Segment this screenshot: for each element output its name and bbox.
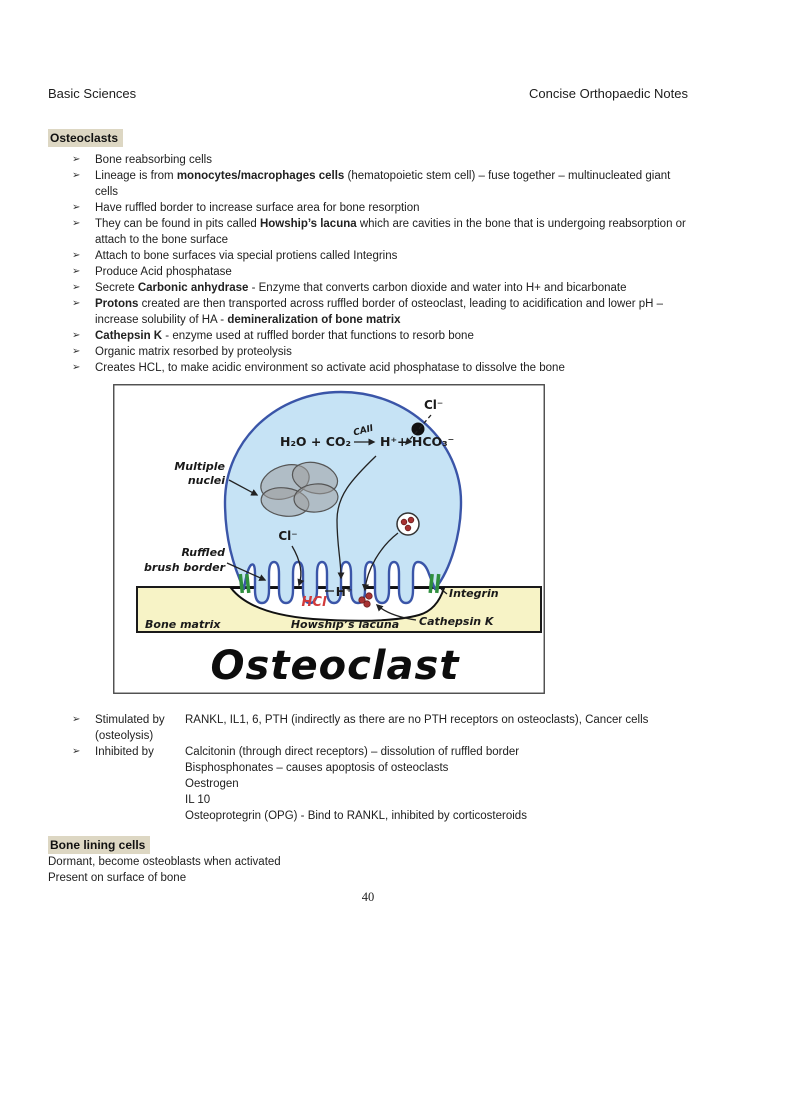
regulation-value: RANKL, IL1, 6, PTH (indirectly as there are no PTH receptors on osteoclasts), Cancer cells [185,714,649,726]
bullet-item [48,168,688,200]
equation-left: H₂O + CO₂ [279,434,351,449]
bone-lining-section [48,836,688,886]
bullet-text: Secrete Carbonic anhydrase - Enzyme that converts carbon dioxide and water into H+ and bicarbonate [95,282,627,294]
bullet-arrow-icon: ➢ [72,202,81,213]
header-left: Basic Sciences [48,86,137,101]
bullet-arrow-icon: ➢ [72,298,81,309]
bullet-item [48,264,688,280]
page [0,86,797,905]
equation-right: H⁺+ HCO₃⁻ [380,434,455,449]
bullet-arrow-icon: ➢ [72,218,81,229]
bone-lining-line: Present on surface of bone [48,872,187,884]
bullet-item [48,360,688,376]
label-cl-inner: Cl⁻ [278,529,298,543]
bullet-item [48,328,688,344]
page-number: 40 [361,890,375,904]
regulation-value: Bisphosphonates – causes apoptosis of osteoclasts [185,762,449,774]
bullet-arrow-icon: ➢ [72,266,81,277]
bullet-text: Attach to bone surfaces via special protiens called Integrins [95,250,398,262]
bullet-text: Creates HCL, to make acidic environment so activate acid phosphatase to dissolve the bone [95,362,565,374]
label-ruffled-1: Ruffled [181,546,225,559]
header-right: Concise Orthopaedic Notes [529,86,688,101]
label-caii-enzyme: CAII [352,423,375,439]
bullet-item [48,296,688,328]
bullet-item [48,248,688,264]
stimulated-by-values [185,712,688,744]
label-ruffled-2: brush border [144,561,225,574]
inhibited-by-values [185,744,688,824]
regulation-value: Calcitonin (through direct receptors) – dissolution of ruffled border [185,746,520,758]
section-heading-bone-lining: Bone lining cells [48,836,150,854]
bullet-arrow-icon: ➢ [72,714,81,725]
bullet-item [48,344,688,360]
regulation-value: Oestrogen [185,778,239,790]
osteoclast-bullet-list [48,152,688,376]
bullet-text: Have ruffled border to increase surface area for bone resorption [95,202,420,214]
bullet-text: Organic matrix resorbed by proteolysis [95,346,292,358]
label-bone-matrix: Bone matrix [145,618,221,631]
inhibited-by-label: Inhibited by [95,746,154,758]
bullet-text: They can be found in pits called Howship’s lacuna which are cavities in the bone that is undergoing reabsorption or attach to the bone surface [95,218,686,246]
bullet-arrow-icon: ➢ [72,746,81,757]
bullet-arrow-icon: ➢ [72,170,81,181]
stimulated-by-row [48,712,688,744]
label-multiple-nuclei-1: Multiple [174,460,225,473]
osteoclast-diagram [113,384,545,694]
bone-lining-line: Dormant, become osteoblasts when activated [48,856,281,868]
label-h-plus: H⁺ [335,585,353,599]
secretory-vesicle [397,513,419,535]
diagram-title: Osteoclast [210,643,460,689]
stimulated-by-label: Stimulated by (osteolysis) [95,714,165,742]
label-cathepsin-k: Cathepsin K [419,615,494,628]
bullet-arrow-icon: ➢ [72,250,81,261]
bullet-arrow-icon: ➢ [72,154,81,165]
bullet-text: Bone reabsorbing cells [95,154,212,166]
bullet-item [48,152,688,168]
bullet-text: Produce Acid phosphatase [95,266,232,278]
label-cl-top: Cl⁻ [424,398,444,412]
label-multiple-nuclei-2: nuclei [187,474,225,487]
inhibited-by-row [48,744,688,824]
page-header [48,86,688,102]
bullet-arrow-icon: ➢ [72,362,81,373]
label-hcl: HCl [301,595,327,610]
bullet-text: Lineage is from monocytes/macrophages cells (hematopoietic stem cell) – fuse together – multinucleated giant cells [95,170,671,198]
bullet-text: Protons created are then transported across ruffled border of osteoclast, leading to acidification and lower pH – increase solubility of HA - demineralization of bone matrix [95,298,664,326]
regulation-section [48,712,688,824]
bullet-text: Cathepsin K - enzyme used at ruffled border that functions to resorb bone [95,330,474,342]
bullet-arrow-icon: ➢ [72,346,81,357]
label-integrin: Integrin [449,587,499,600]
regulation-value: IL 10 [185,794,211,806]
bullet-arrow-icon: ➢ [72,330,81,341]
regulation-value: Osteoprotegrin (OPG) - Bind to RANKL, inhibited by corticosteroids [185,810,527,822]
bullet-item [48,280,688,296]
bullet-item [48,200,688,216]
section-heading-osteoclasts: Osteoclasts [48,129,123,147]
bullet-arrow-icon: ➢ [72,282,81,293]
label-howships-lacuna: Howship’s lacuna [290,618,400,631]
bullet-item [48,216,688,248]
